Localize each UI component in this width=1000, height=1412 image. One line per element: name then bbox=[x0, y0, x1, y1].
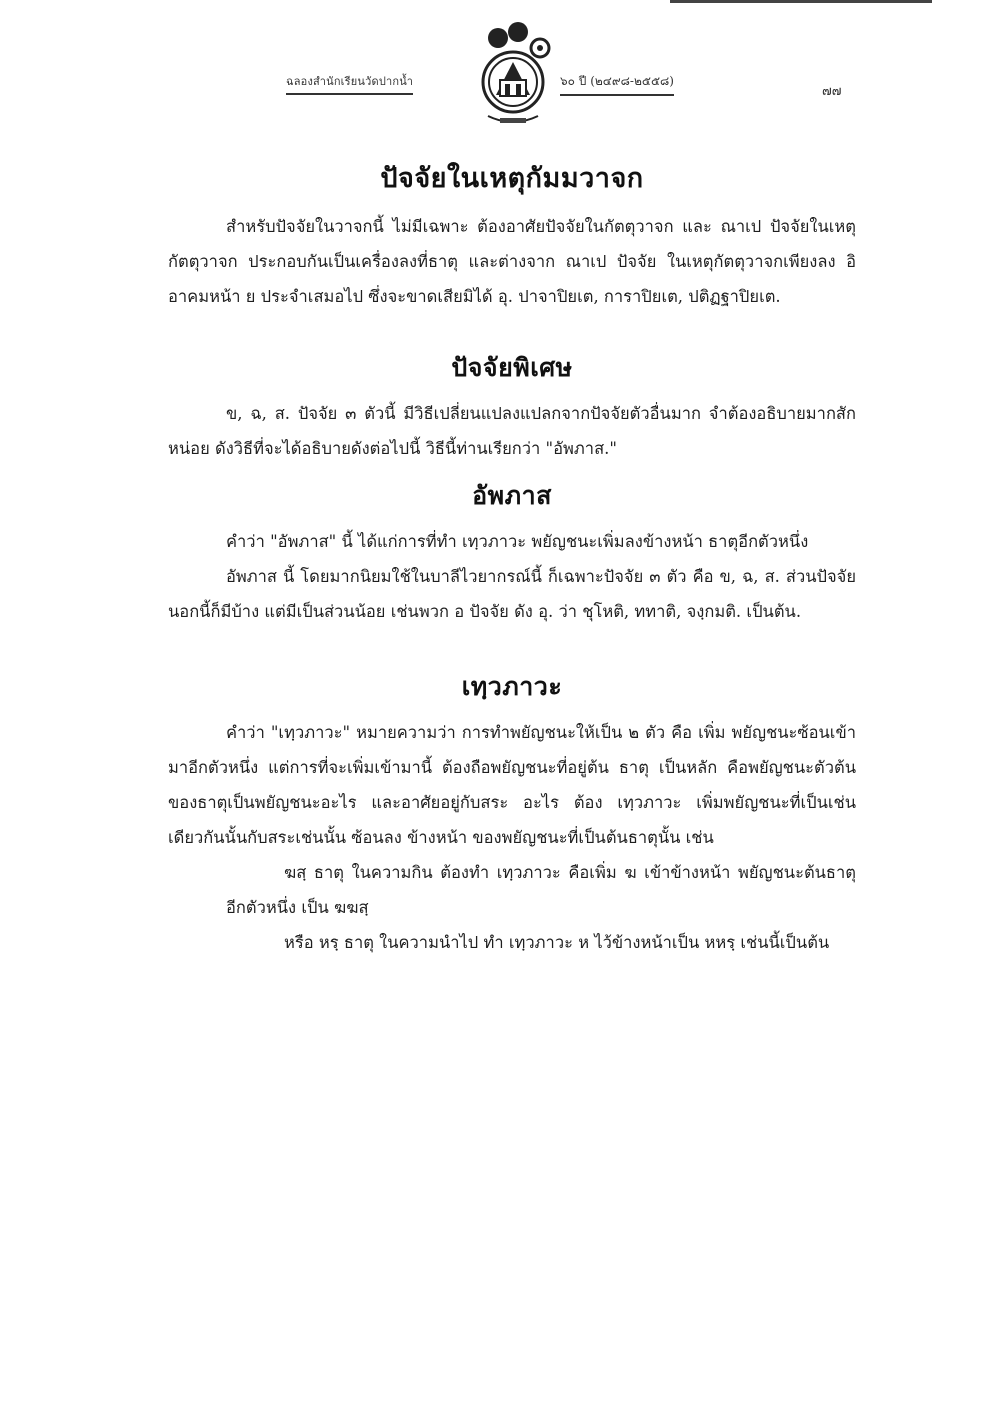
page-body bbox=[168, 148, 856, 960]
temple-seal-emblem bbox=[468, 20, 558, 132]
section-paragraph: ข, ฉ, ส. ปัจจัย ๓ ตัวนี้ มีวิธีเปลี่ยนแปลงแปลกจากปัจจัยตัวอื่นมาก จำต้องอธิบายมากสักหน่อย ดังวิธีที่จะได้อธิบายดังต่อไปนี้ วิธีนี้ท่านเรียกว่า "อัพภาส." bbox=[168, 404, 856, 458]
example-paragraph: หรือ หรฺ ธาตุ ในความนำไป ทำ เทฺวภาวะ ห ไว้ข้างหน้าเป็น หหรฺ เช่นนี้เป็นต้น bbox=[284, 933, 830, 952]
section-paragraph: คำว่า "อัพภาส" นี้ ได้แก่การที่ทำ เทฺวภาวะ พยัญชนะเพิ่มลงข้างหน้า ธาตุอีกตัวหนึ่ง bbox=[226, 532, 809, 551]
section-paragraph: อัพภาส นี้ โดยมากนิยมใช้ในบาลีไวยากรณ์นี้ ก็เฉพาะปัจจัย ๓ ตัว คือ ข, ฉ, ส. ส่วนปัจจัยนอกนี้ก็มีบ้าง แต่มีเป็นส่วนน้อย เช่นพวก อ ปัจจัย ดัง อุ. ว่า ชุโหติ, ททาติ, จงฺกมติ. เป็นต้น. bbox=[168, 567, 856, 621]
section-title: อัพภาส bbox=[472, 481, 552, 510]
page-number: ๗๗ bbox=[822, 84, 842, 99]
example-paragraph: ฆสฺ ธาตุ ในความกิน ต้องทำ เทฺวภาวะ คือเพิ่ม ฆ เข้าข้างหน้า พยัญชนะต้นธาตุอีกตัวหนึ่ง เป็น ฆฆสฺ bbox=[226, 863, 856, 917]
page-header bbox=[0, 0, 1000, 135]
section-title: ปัจจัยในเหตุกัมมวาจก bbox=[380, 163, 644, 194]
section-paragraph: สำหรับปัจจัยในวาจกนี้ ไม่มีเฉพาะ ต้องอาศัยปัจจัยในกัตตุวาจก และ ณาเป ปัจจัยในเหตุกัตตุวาจก ประกอบกันเป็นเครื่องลงที่ธาตุ และต่างจาก ณาเป ปัจจัย ในเหตุกัตตุวาจกเพียงลง อิ อาคมหน้า ย ประจำเสมอไป ซึ่งจะขาดเสียมิได้ อุ. ปาจาปิยเต, การาปิยเต, ปติฏฐาปิยเต. bbox=[168, 217, 856, 306]
section-title: เทฺวภาวะ bbox=[461, 672, 563, 701]
header-right-text: ๖๐ ปี (๒๔๙๘-๒๕๕๘) bbox=[560, 72, 674, 96]
header-left-text: ฉลองสำนักเรียนวัดปากน้ำ bbox=[286, 72, 413, 95]
section-title: ปัจจัยพิเศษ bbox=[451, 353, 573, 382]
section-paragraph: คำว่า "เทฺวภาวะ" หมายความว่า การทำพยัญชนะให้เป็น ๒ ตัว คือ เพิ่ม พยัญชนะซ้อนเข้ามาอีกตัวหนึ่ง แต่การที่จะเพิ่มเข้ามานี้ ต้องถือพยัญชนะที่อยู่ต้น ธาตุ เป็นหลัก คือพยัญชนะตัวต้นของธาตุเป็นพยัญชนะอะไร และอาศัยอยู่กับสระ อะไร ต้อง เทฺวภาวะ เพิ่มพยัญชนะที่เป็นเช่นเดียวกันนั้นกับสระเช่นนั้น ซ้อนลง ข้างหน้า ของพยัญชนะที่เป็นต้นธาตุนั้น เช่น bbox=[168, 723, 856, 847]
